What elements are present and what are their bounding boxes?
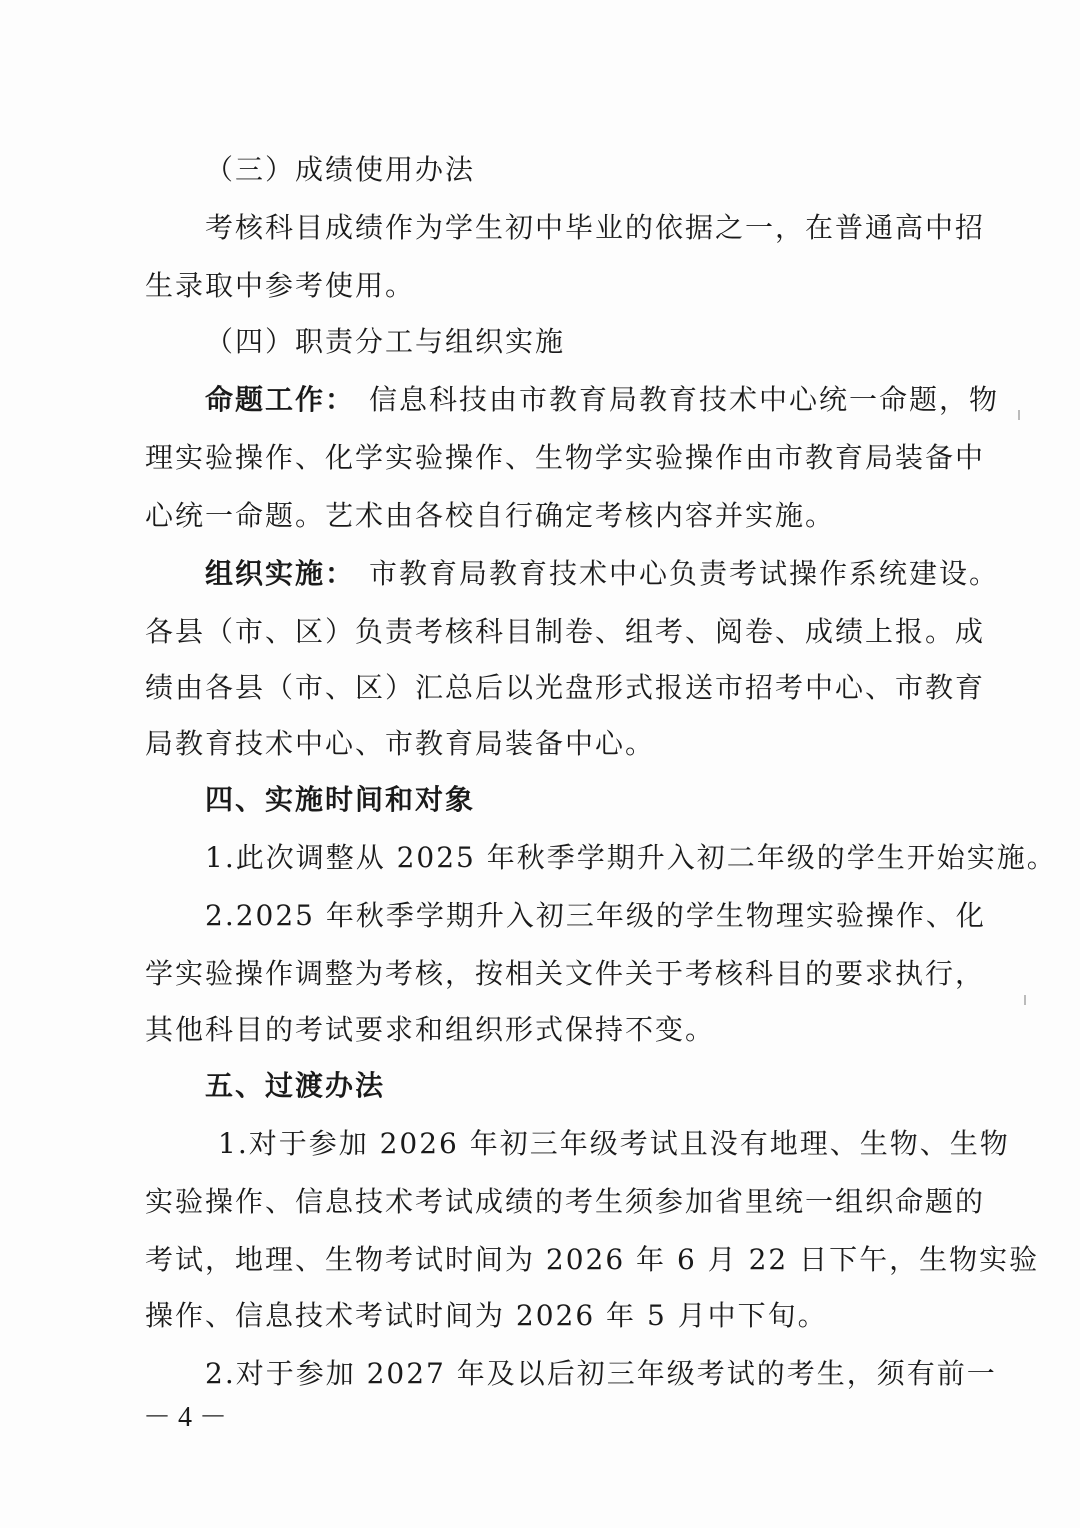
page-number: － 4 －: [143, 1402, 228, 1433]
section-heading-four: 四、实施时间和对象: [205, 783, 476, 816]
paragraph-line: 1.此次调整从 2025 年秋季学期升入初二年级的学生开始实施。: [205, 841, 1057, 874]
scan-speck: [1024, 995, 1026, 1005]
paragraph-line-with-lead: 命题工作： 信息科技由市教育局教育技术中心统一命题，物: [205, 380, 945, 420]
paragraph-line: 其他科目的考试要求和组织形式保持不变。: [145, 1013, 716, 1046]
paragraph-line: 生录取中参考使用。: [145, 269, 416, 302]
paragraph-line: 各县（市、区）负责考核科目制卷、组考、阅卷、成绩上报。成: [145, 615, 986, 648]
paragraph-line: 1.对于参加 2026 年初三年级考试且没有地理、生物、生物: [218, 1127, 1010, 1160]
paragraph-line: 实验操作、信息技术考试成绩的考生须参加省里统一组织命题的: [145, 1185, 986, 1218]
paragraph-line: 操作、信息技术考试时间为 2026 年 5 月中下旬。: [145, 1299, 828, 1332]
section-heading-4: （四）职责分工与组织实施: [205, 325, 566, 358]
scan-speck: [1018, 410, 1020, 420]
paragraph-line: 局教育技术中心、市教育局装备中心。: [145, 727, 656, 760]
paragraph-line: 2.对于参加 2027 年及以后初三年级考试的考生，须有前一: [205, 1357, 997, 1390]
section-heading-five: 五、过渡办法: [205, 1069, 386, 1102]
lead-label: 组织实施：: [205, 557, 356, 590]
paragraph-line: 绩由各县（市、区）汇总后以光盘形式报送市招考中心、市教育: [145, 671, 986, 704]
paragraph-line-with-lead: 组织实施： 市教育局教育技术中心负责考试操作系统建设。: [205, 554, 945, 594]
paragraph-line: 心统一命题。艺术由各校自行确定考核内容并实施。: [145, 499, 836, 532]
paragraph-line: 2.2025 年秋季学期升入初三年级的学生物理实验操作、化: [205, 899, 986, 932]
paragraph-line: 理实验操作、化学实验操作、生物学实验操作由市教育局装备中: [145, 441, 986, 474]
lead-label: 命题工作：: [205, 383, 356, 416]
paragraph-line: 学实验操作调整为考核，按相关文件关于考核科目的要求执行，: [145, 957, 986, 990]
section-heading-3: （三）成绩使用办法: [205, 153, 476, 186]
paragraph-line: 考试，地理、生物考试时间为 2026 年 6 月 22 日下午，生物实验: [145, 1243, 1040, 1276]
paragraph-line: 考核科目成绩作为学生初中毕业的依据之一，在普通高中招: [205, 211, 986, 244]
